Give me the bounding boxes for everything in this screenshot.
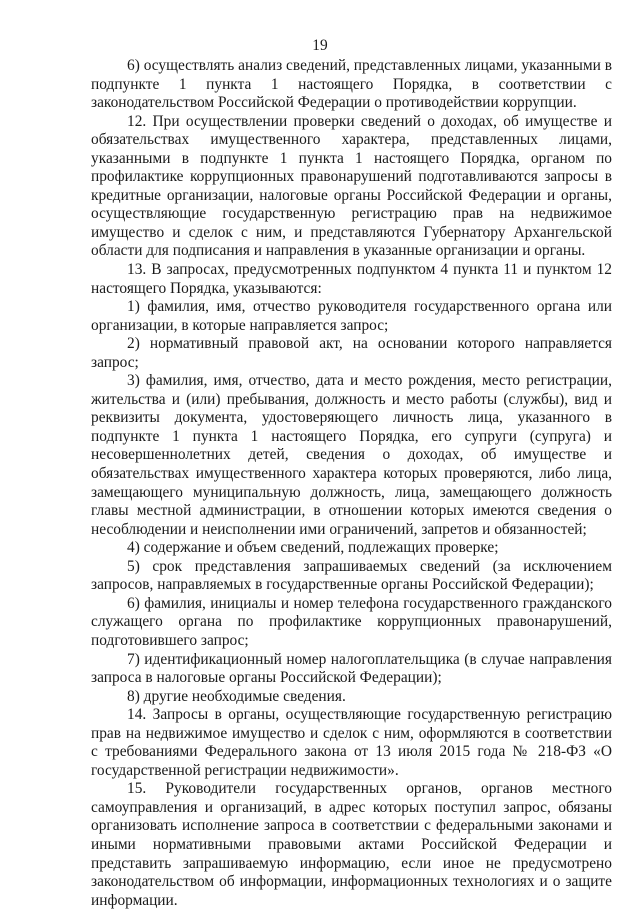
- paragraph-13-request-contents: 13. В запросах, предусмотренных подпунктом 4 пункта 11 и пунктом 12 настоящего Порядка, указываются:: [91, 261, 612, 297]
- paragraph-15-obligations: 15. Руководители государственных органов, органов местного самоуправления и организаций, в адрес которых поступил запрос, обязаны организовать исполнение запроса в соответствии с федеральными законами и иными нормативными правовыми актами Российской Федерации и представить запрашиваемую информацию, если иное не предусмотрено законодательством об информации, информационных технологиях и о защите информации.: [91, 780, 612, 909]
- list-item-6-contact: 6) фамилия, инициалы и номер телефона государственного гражданского служащего органа по профилактике коррупционных правонарушений, подготовившего запрос;: [91, 594, 612, 649]
- list-item-8-other: 8) другие необходимые сведения.: [127, 687, 346, 705]
- paragraph-14-registration-requests: 14. Запросы в органы, осуществляющие государственную регистрацию прав на недвижимое имущество и сделок с ним, оформляются в соответствии с требованиями Федерального закона от 13 июля 2015 года № 218-ФЗ «О государственной регистрации недвижимости».: [91, 706, 612, 779]
- paragraph-12-verification-requests: 12. При осуществлении проверки сведений о доходах, об имуществе и обязательствах имущественного характера, представленных лицами, указанными в подпункте 1 пункта 1 настоящего Порядка, органом по профилактике коррупционных правонарушений подготавливаются запросы в кредитные организации, налоговые органы Российской Федерации и органы, осуществляющие государственную регистрацию прав на недвижимое имущество и сделок с ним, и представляются Губернатору Архангельской области для подписания и направления в указанные организации и органы.: [91, 112, 612, 260]
- list-item-7-tax-id: 7) идентификационный номер налогоплательщика (в случае направления запроса в налоговые органы Российской Федерации);: [91, 650, 612, 687]
- list-item-5-deadline: 5) срок представления запрашиваемых сведений (за исключением запросов, направляемых в государственные органы Российской Федерации);: [91, 557, 612, 594]
- document-body: [91, 57, 612, 910]
- list-item-4-scope: 4) содержание и объем сведений, подлежащих проверке;: [127, 539, 499, 557]
- page-number: 19: [312, 37, 328, 54]
- paragraph-item-6-analysis: 6) осуществлять анализ сведений, представленных лицами, указанными в подпункте 1 пункта 1 настоящего Порядка, в соответствии с законодательством Российской Федерации о противодействии коррупции.: [91, 57, 612, 112]
- list-item-2-legal-act: 2) нормативный правовой акт, на основании которого направляется запрос;: [91, 335, 612, 371]
- list-item-1-head-name: 1) фамилия, имя, отчество руководителя государственного органа или организации, в которые направляется запрос;: [91, 298, 612, 334]
- list-item-3-person-details: 3) фамилия, имя, отчество, дата и место рождения, место регистрации, жительства и (или) пребывания, должность и место работы (службы), вид и реквизиты документа, удостоверяющего личность лица, указанного в подпункте 1 пункта 1 настоящего Порядка, его супруги (супруга) и несовершеннолетних детей, сведения о доходах, об имуществе и обязательствах имущественного характера которых проверяются, либо лица, замещающего муниципальную должность, лица, замещающего должность главы местной администрации, в отношении которых имеются сведения о несоблюдении и неисполнении ими ограничений, запретов и обязанностей;: [91, 372, 612, 538]
